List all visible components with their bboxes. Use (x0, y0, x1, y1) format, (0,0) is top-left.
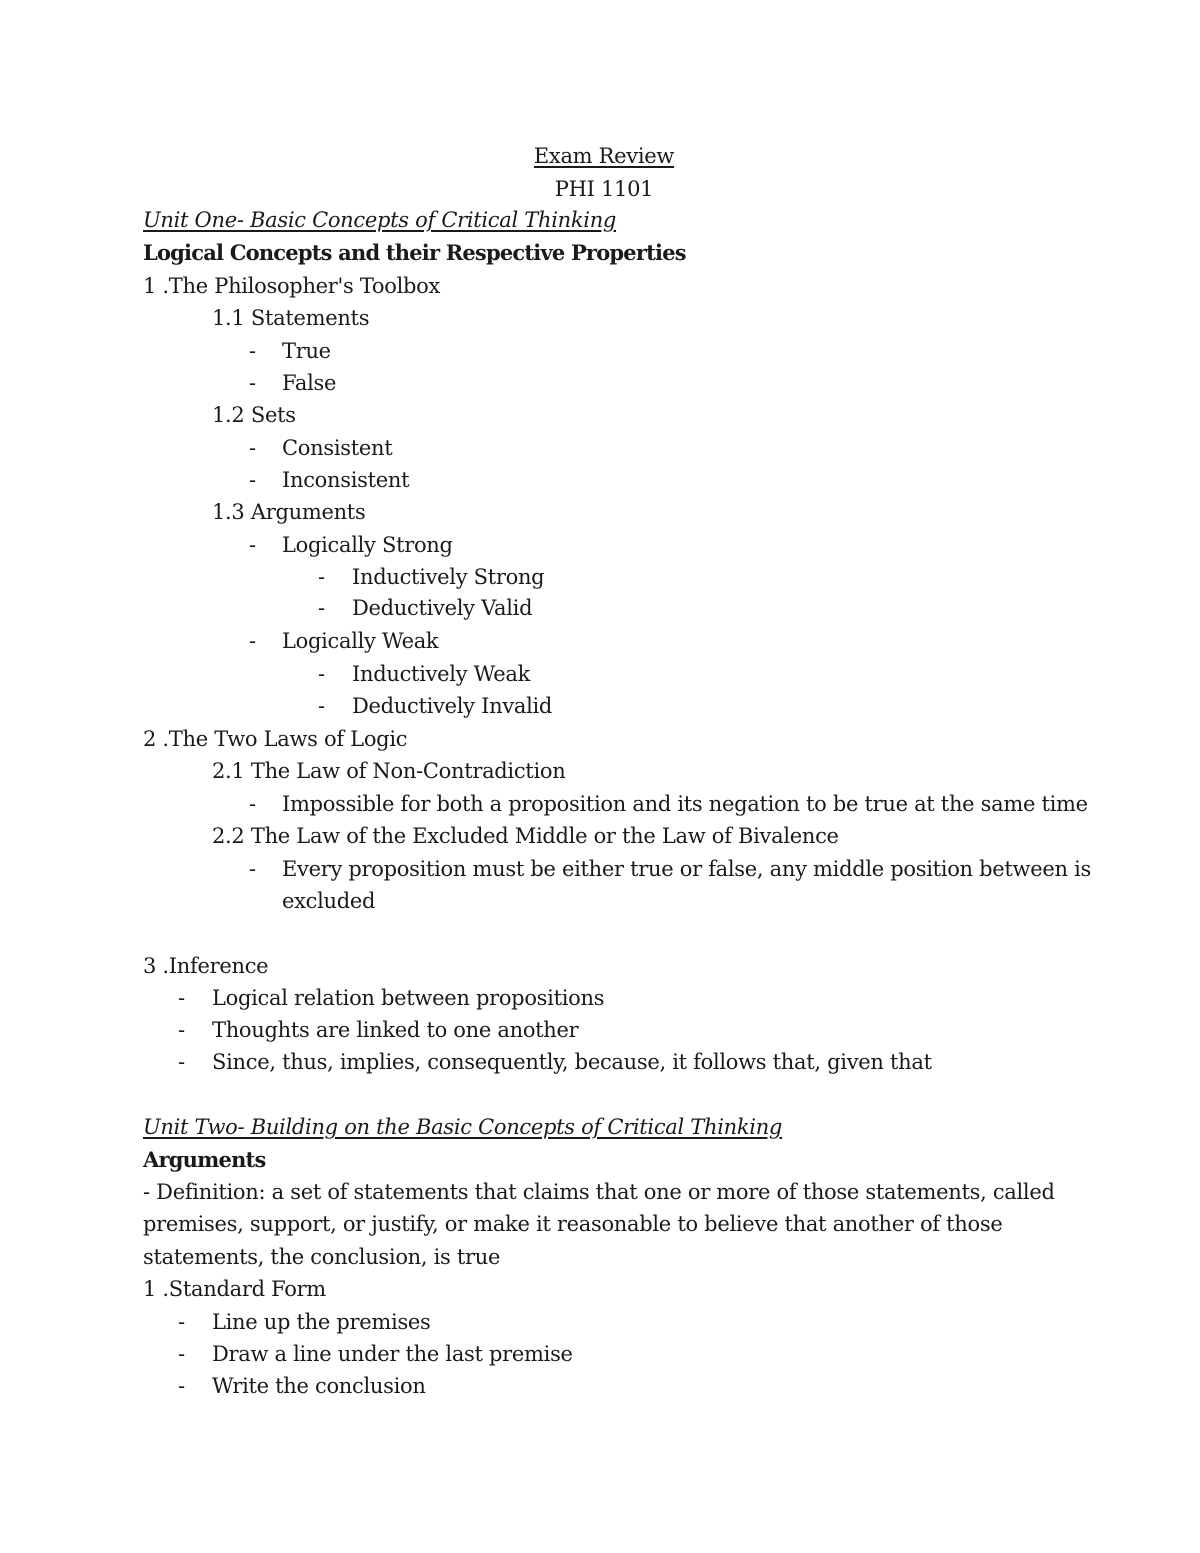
unit-one-heading: Unit One- Basic Concepts of Critical Thinking (143, 208, 617, 232)
list-item: Deductively Valid (352, 596, 533, 620)
list-bullet: - (318, 565, 326, 589)
unit-two-subheading: Arguments (143, 1147, 266, 1172)
unit-two-heading: Unit Two- Building on the Basic Concepts of Critical Thinking (143, 1115, 783, 1139)
list-item: True (282, 339, 331, 363)
list-bullet: - (249, 857, 257, 881)
list-bullet: - (249, 629, 257, 653)
list-bullet: - (249, 792, 257, 816)
list-item: Inconsistent (282, 468, 410, 492)
unit-one-subheading: Logical Concepts and their Respective Properties (143, 240, 686, 265)
list-bullet: - (318, 694, 326, 718)
section-2-title: 2 .The Two Laws of Logic (143, 727, 408, 751)
list-item: Inductively Strong (352, 565, 545, 589)
section-1-1-title: 1.1 Statements (212, 306, 370, 330)
definition-line: premises, support, or justify, or make it reasonable to believe that another of those (143, 1212, 1003, 1236)
list-bullet: - (178, 1050, 186, 1074)
list-bullet: - (178, 1310, 186, 1334)
list-bullet: - (249, 339, 257, 363)
list-bullet: - (318, 596, 326, 620)
list-item: Logically Weak (282, 629, 439, 653)
list-item: Consistent (282, 436, 393, 460)
list-bullet: - (178, 986, 186, 1010)
section-1-2-title: 1.2 Sets (212, 403, 296, 427)
definition-line: statements, the conclusion, is true (143, 1245, 501, 1269)
list-item: Thoughts are linked to one another (212, 1018, 579, 1042)
list-bullet: - (249, 436, 257, 460)
list-item-continuation: excluded (282, 889, 376, 913)
course-code: PHI 1101 (554, 177, 654, 201)
list-item: Since, thus, implies, consequently, because, it follows that, given that (212, 1050, 932, 1074)
list-item: Logical relation between propositions (212, 986, 605, 1010)
section-1-3-title: 1.3 Arguments (212, 500, 366, 524)
section-standard-form-title: 1 .Standard Form (143, 1277, 326, 1301)
list-item: False (282, 371, 337, 395)
section-2-2-title: 2.2 The Law of the Excluded Middle or the Law of Bivalence (212, 824, 839, 848)
section-2-1-title: 2.1 The Law of Non-Contradiction (212, 759, 566, 783)
definition-line: - Definition: a set of statements that claims that one or more of those statements, called (143, 1180, 1055, 1204)
document-title: Exam Review (533, 144, 675, 168)
list-bullet: - (249, 533, 257, 557)
list-item: Inductively Weak (352, 662, 530, 686)
list-item: Every proposition must be either true or false, any middle position between is (282, 857, 1091, 881)
list-item: Write the conclusion (212, 1374, 426, 1398)
list-item: Logically Strong (282, 533, 453, 557)
list-bullet: - (178, 1342, 186, 1366)
list-bullet: - (249, 371, 257, 395)
list-item: Impossible for both a proposition and its negation to be true at the same time (282, 792, 1088, 816)
list-item: Line up the premises (212, 1310, 431, 1334)
list-bullet: - (249, 468, 257, 492)
list-item: Deductively Invalid (352, 694, 553, 718)
section-1-title: 1 .The Philosopher's Toolbox (143, 274, 441, 298)
list-bullet: - (318, 662, 326, 686)
list-item: Draw a line under the last premise (212, 1342, 573, 1366)
section-3-title: 3 .Inference (143, 954, 269, 978)
list-bullet: - (178, 1374, 186, 1398)
list-bullet: - (178, 1018, 186, 1042)
